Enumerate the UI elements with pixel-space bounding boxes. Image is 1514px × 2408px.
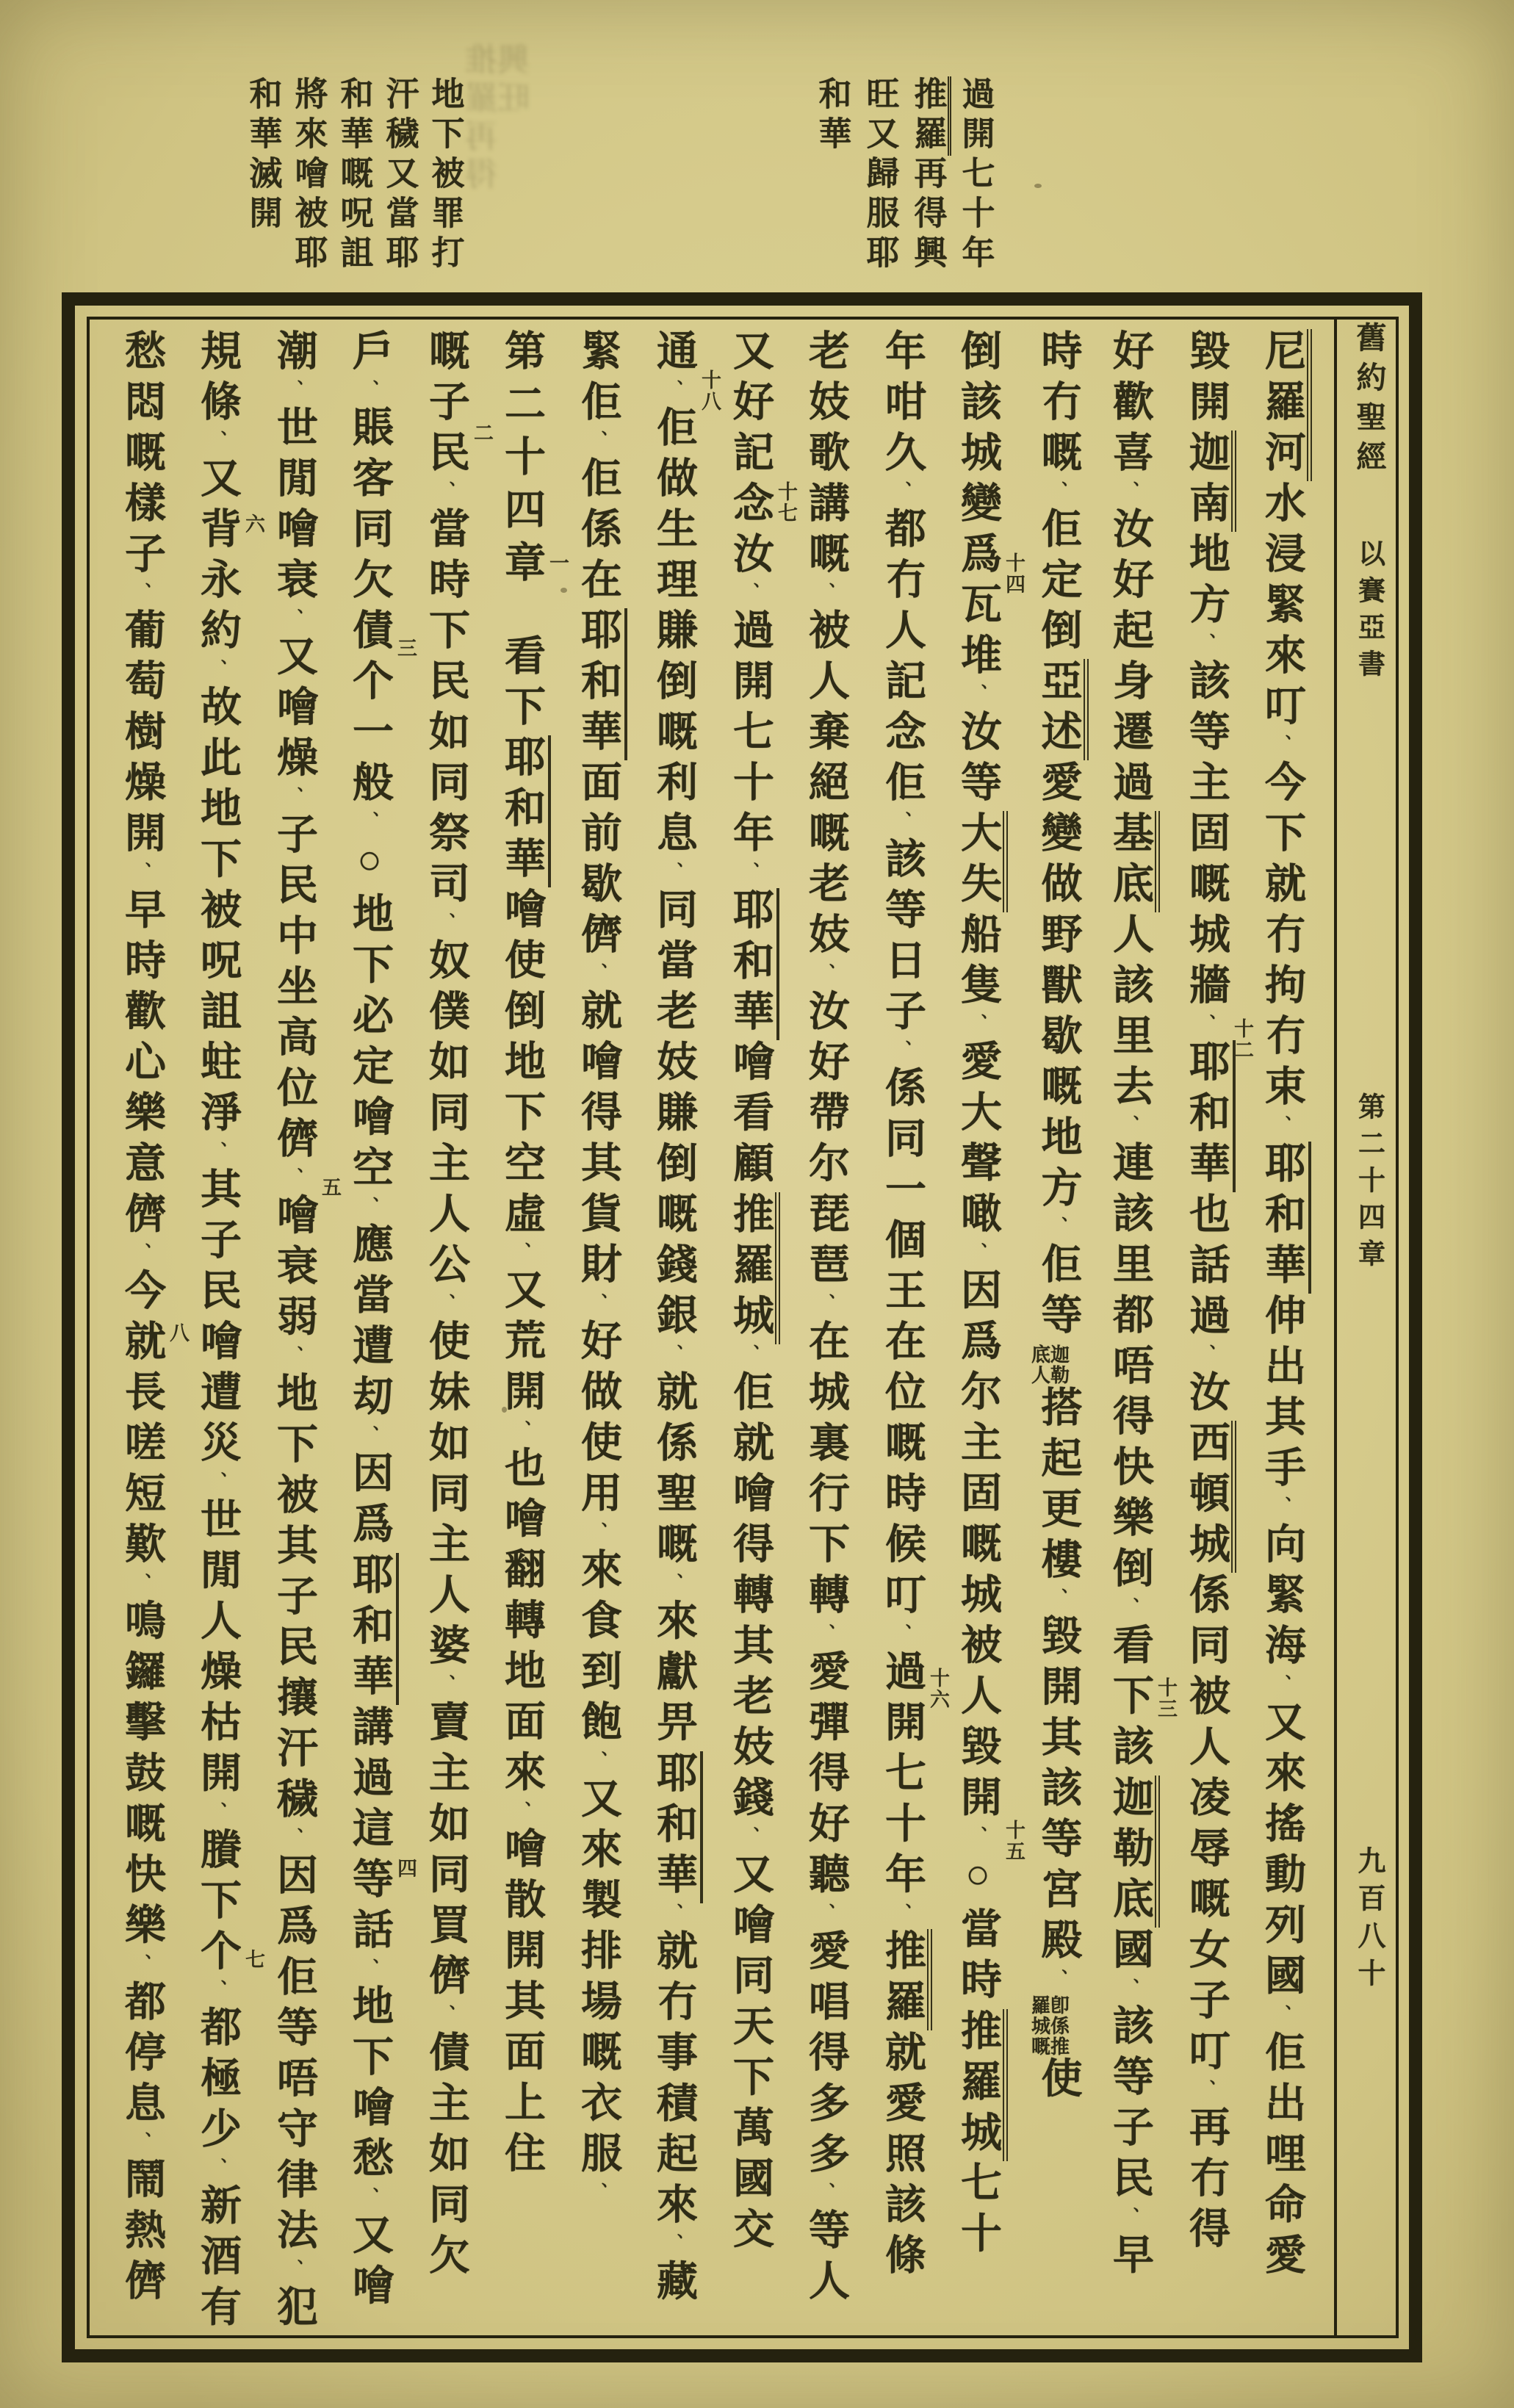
ideographic-comma: 、 (589, 1522, 608, 1549)
inline-gloss-annotation: 卽係推 羅城嘅 (1028, 1994, 1070, 2057)
body-column-1 (1248, 329, 1316, 2357)
ideographic-comma: 、 (817, 963, 835, 989)
ideographic-comma: 、 (361, 1958, 379, 1985)
ideographic-comma: 、 (665, 2233, 683, 2260)
scripture-text: 、就冇事積起來、藏 (651, 1903, 696, 2310)
ideographic-comma: 、 (285, 380, 303, 406)
scripture-text: 面前歇儕、就噲得其貨財、好做使用、來食到飽、又來製排場嘅衣服、 (575, 760, 621, 2209)
margin-note-column (286, 76, 329, 297)
body-column-16 (108, 329, 189, 2357)
scripture-text: 人該里去、連該里都唔得快樂倒、看下該 (1107, 912, 1153, 1776)
ideographic-comma: 、 (665, 1903, 683, 1930)
ideographic-comma: 、 (817, 583, 835, 609)
page-number (1338, 1846, 1399, 1996)
ideographic-comma: 、 (1273, 1674, 1291, 1701)
scripture-text: 潮、世閒噲衰、又噲燥、子民中坐高位儕、噲衰弱、地下被其子民攘汗穢、因爲佢等唔守律法、犯 (271, 329, 317, 2336)
body-column-7 (792, 329, 859, 2357)
page-number-text: 九百八十 (1353, 1846, 1384, 1996)
place-name: 推羅 (909, 76, 951, 156)
inline-gloss-annotation: 迦勒 底人 (1028, 1344, 1070, 1385)
body-column-10 (564, 329, 632, 2357)
ideographic-comma: 、 (893, 1623, 912, 1650)
scripture-text: 使 (1035, 2056, 1081, 2108)
person-name: 耶和華 (347, 1553, 399, 1705)
ideographic-comma: 、 (893, 481, 912, 508)
ideographic-comma: 、 (285, 2259, 303, 2285)
body-column-14 (260, 329, 341, 2357)
place-name: 大失 (955, 811, 1008, 912)
margin-note-column (953, 76, 997, 297)
scripture-text: 又好記念汝、過開七十年、 (727, 329, 773, 888)
scripture-text: 過開七十年 (956, 76, 994, 275)
ideographic-comma: 、 (589, 1293, 608, 1320)
margin-note-column (332, 76, 375, 297)
verse-number: 十八 (699, 370, 721, 413)
ideographic-comma: 、 (133, 1242, 151, 1269)
running-title-chapter-text: 第二十四章 (1353, 1092, 1384, 1276)
ideographic-comma: 、 (665, 862, 683, 888)
ideographic-comma: 、 (1197, 1344, 1216, 1371)
ideographic-comma: 、 (437, 1293, 455, 1320)
verse-number: 八 (167, 1322, 189, 1344)
scripture-text: 倒該城變爲瓦堆、汝等 (955, 329, 1001, 812)
place-name: 尼羅河 (1259, 329, 1312, 481)
ideographic-comma: 、 (969, 684, 987, 710)
body-column-2 (1172, 329, 1253, 2357)
ideographic-comma: 、 (1121, 2207, 1139, 2234)
ideographic-comma: 、 (893, 1039, 912, 1067)
margin-note-column (905, 76, 949, 297)
body-column-3 (1096, 329, 1177, 2357)
ideographic-comma: 、 (1273, 2004, 1291, 2031)
scripture-text: 伸出其手、向緊海、又來搖動列國、佢出哩命愛 (1259, 1293, 1305, 2285)
ideographic-comma: 、 (361, 811, 379, 837)
verse-number: 七 (242, 1949, 264, 1971)
place-name: 迦南 (1183, 430, 1236, 532)
ideographic-comma: 、 (285, 786, 303, 813)
margin-note-column (241, 76, 284, 297)
ideographic-comma: 、 (1121, 481, 1139, 508)
scripture-text: 愁悶嘅樣子、葡萄樹燥開、早時歡心樂意儕、今就長嗟短歎、鳴鑼擊鼓嘅快樂、都停息、鬧熱儕 (119, 329, 165, 2310)
ideographic-comma: 、 (665, 1573, 683, 1599)
scripture-text: 戶、賬客同欠債个一般、○地下必定噲空、應當遭刧、因爲 (347, 329, 392, 1553)
ideographic-comma: 、 (1121, 1597, 1139, 1624)
scripture-text: 和華 (813, 76, 851, 156)
ideographic-comma: 、 (1273, 1115, 1291, 1142)
ideographic-comma: 、 (741, 583, 760, 609)
ideographic-comma: 、 (513, 1800, 531, 1828)
ideographic-comma: 、 (133, 1953, 151, 1980)
scripture-text: 、佢就噲得轉其老妓錢、又噲同天下萬國交 (727, 1344, 773, 2258)
ideographic-comma: 、 (361, 1196, 379, 1223)
body-column-6 (868, 329, 949, 2357)
ideographic-comma: 、 (437, 1674, 455, 1701)
ideographic-comma: 、 (437, 481, 455, 508)
ink-speck (1034, 184, 1042, 188)
scripture-text: 噲使倒地下空虛、又荒開、也噲翻轉地面來、噲散開其面上住 (499, 887, 544, 2182)
verse-number: 五 (319, 1176, 341, 1198)
scripture-text: 旺又歸服耶 (861, 76, 898, 275)
ideographic-comma: 、 (1049, 481, 1068, 508)
verse-number: 二 (471, 422, 493, 444)
scripture-text: 船隻、愛大聲噉、因爲尔主固嘅城被人毀開、○當時 (955, 912, 1001, 2009)
scripture-text: 將來噲被耶 (289, 76, 327, 275)
ideographic-comma: 、 (437, 912, 455, 939)
scripture-text: 再得興 (909, 156, 946, 275)
running-title-section (1338, 539, 1399, 686)
verse-number: 十六 (927, 1667, 949, 1710)
body-column-4 (1020, 329, 1088, 2357)
scripture-text: 噲看顧 (727, 1039, 773, 1192)
ideographic-comma: 、 (1197, 2080, 1216, 2106)
ideographic-comma: 、 (133, 862, 151, 888)
ideographic-comma: 、 (817, 1293, 835, 1320)
verse-number: 一 (547, 552, 569, 574)
person-name: 耶和華 (651, 1751, 703, 1903)
scripture-text: 係同被人凌辱嘅女子叮、再冇得 (1183, 1573, 1229, 2258)
verse-number: 十三 (1155, 1677, 1177, 1720)
ideographic-comma: 、 (665, 1344, 683, 1371)
ideographic-comma: 、 (893, 811, 912, 837)
running-title-chapter (1338, 1092, 1399, 1276)
verse-number: 三 (394, 637, 417, 659)
person-name: 耶和華 (575, 608, 627, 760)
running-title-book (1338, 322, 1399, 480)
ideographic-comma: 、 (1121, 1978, 1139, 2005)
margin-note-column (857, 76, 901, 297)
scripture-text: 好歡喜、汝好起身遷過 (1107, 329, 1153, 812)
person-name: 耶和華 (1183, 1040, 1236, 1192)
heading-gap (521, 594, 522, 634)
ideographic-comma: 、 (1197, 633, 1216, 660)
scripture-text: 老妓歌講嘅、被人棄絕嘅老妓、汝好帶尔琵琶、在城裏行下轉、愛彈得好聽、愛唱得多多、等人 (803, 329, 848, 2310)
ideographic-comma: 、 (285, 1167, 303, 1194)
ideographic-comma: 、 (133, 583, 151, 609)
ideographic-comma: 、 (589, 430, 608, 457)
ideographic-comma: 、 (817, 2182, 835, 2209)
person-name: 耶和華 (499, 735, 551, 887)
verse-number: 十五 (1003, 1819, 1025, 1862)
ideographic-comma: 、 (361, 2187, 379, 2213)
place-name: 推羅城 (727, 1192, 780, 1344)
ideographic-comma: 、 (209, 1980, 227, 2006)
running-title-book-text: 舊約聖經 (1352, 322, 1386, 480)
ideographic-comma: 、 (209, 1801, 227, 1828)
scripture-text: 看下 (499, 634, 544, 735)
place-name: 亞述 (1036, 659, 1089, 760)
ink-bleed-ghost: 推羅再得興旺 (466, 43, 535, 195)
person-name: 耶和華 (727, 888, 779, 1040)
verse-number: 十二 (1231, 1018, 1253, 1061)
ideographic-comma: 、 (133, 1573, 151, 1599)
scripture-text: 地方、該等主固嘅城牆、 (1183, 532, 1229, 1040)
ideographic-comma: 、 (361, 380, 379, 406)
title-column-separator (1334, 320, 1337, 2338)
body-column-12 (412, 329, 493, 2357)
ideographic-comma: 、 (209, 659, 227, 685)
person-name: 耶和華 (1259, 1142, 1311, 1294)
scripture-text: 講過這等話、地下噲愁、又噲 (347, 1704, 392, 2315)
body-column-15 (184, 329, 264, 2357)
ideographic-comma: 、 (817, 1903, 835, 1930)
ideographic-comma: 、 (893, 1903, 912, 1930)
body-column-13 (336, 329, 417, 2357)
scripture-text: 地下被罪打 (426, 76, 464, 275)
body-column-5 (944, 329, 1025, 2357)
ideographic-comma: 、 (1049, 1969, 1068, 1995)
place-name: 基底 (1107, 811, 1160, 912)
scripture-text: 就愛照該條 (879, 2030, 925, 2285)
scripture-text: 規條、又背永約、故此地下被呪詛蛀淨、其子民噲遭災、世閒人燥枯開、賸下个、都極少、新酒有 (195, 329, 240, 2336)
ideographic-comma: 、 (969, 1826, 987, 1853)
ideographic-comma: 、 (209, 1141, 227, 1168)
ideographic-comma: 、 (513, 1242, 531, 1269)
ideographic-comma: 、 (741, 862, 760, 888)
scripture-text: 國、該等子民、早 (1107, 1928, 1153, 2285)
scripture-text: 通、佢做生理賺倒嘅利息、同當老妓賺倒嘅錢銀、就係聖嘅、來獻畀 (651, 329, 696, 1751)
place-name: 迦勒底 (1107, 1776, 1160, 1928)
ideographic-comma: 、 (589, 1751, 608, 1778)
body-column-9 (640, 329, 721, 2357)
body-column-8 (716, 329, 797, 2357)
ideographic-comma: 、 (665, 380, 683, 406)
ideographic-comma: 、 (1049, 1587, 1068, 1615)
scripture-text: 時冇嘅、佢定倒 (1035, 329, 1081, 660)
scripture-text: 七十 (955, 2160, 1001, 2263)
ideographic-comma: 、 (209, 430, 227, 457)
ideographic-comma: 、 (741, 1344, 760, 1371)
place-name: 推羅 (879, 1929, 932, 2030)
ideographic-comma: 、 (1049, 1216, 1068, 1243)
ideographic-comma: 、 (209, 2158, 227, 2184)
ideographic-comma: 、 (437, 2004, 455, 2031)
scripture-text: 汗穢又當耶 (381, 76, 418, 275)
ideographic-comma: 、 (133, 2132, 151, 2158)
scripture-text: 搭起更樓、毀開其該等宮殿、 (1035, 1385, 1081, 1995)
margin-note-column (810, 76, 854, 297)
verse-number: 六 (242, 513, 264, 536)
ideographic-comma: 、 (513, 1420, 531, 1446)
margin-note-column (423, 76, 466, 297)
chapter-heading: 第二十四章 (499, 329, 544, 594)
scripture-text: 毀開 (1183, 329, 1229, 430)
scripture-text: 和華嘅呪詛 (335, 76, 372, 275)
ideographic-comma: 、 (969, 1014, 987, 1040)
scripture-text: 和華滅開 (244, 76, 281, 235)
ideographic-comma: 、 (285, 608, 303, 635)
scripture-text: 也話過、汝 (1183, 1192, 1229, 1421)
ideographic-comma: 、 (1121, 1115, 1139, 1142)
place-name: 推羅城 (955, 2009, 1008, 2161)
scripture-text: 嘅子民、當時下民如同祭司、奴僕如同主人公、使妹如同主人婆、賣主如同買儕、債主如同欠 (423, 329, 469, 2285)
verse-number: 十四 (1003, 552, 1025, 595)
ideographic-comma: 、 (1273, 735, 1291, 761)
verse-number: 四 (394, 1858, 417, 1880)
ideographic-comma: 、 (741, 1826, 760, 1853)
ideographic-comma: 、 (589, 963, 608, 989)
scripture-text: 愛變做野獸歇嘅地方、佢等 (1035, 760, 1081, 1344)
margin-note-column (378, 76, 420, 297)
ideographic-comma: 、 (589, 2182, 608, 2209)
ideographic-comma: 、 (209, 1471, 227, 1498)
scripture-text: 年咁久、都冇人記念佢、該等日子、係同一個王在位嘅時候叮、過開七十年、 (879, 329, 925, 1930)
ideographic-comma: 、 (817, 1623, 835, 1650)
body-column-11 (488, 329, 569, 2357)
verse-number: 十七 (775, 481, 797, 524)
ideographic-comma: 、 (969, 1242, 987, 1269)
running-title-section-text: 以賽亞書 (1353, 539, 1384, 686)
scripture-text: 緊佢、佢係在 (575, 329, 621, 609)
ideographic-comma: 、 (1197, 1014, 1216, 1040)
scripture-text: 水浸緊來叮、今下就冇拘冇束、 (1259, 481, 1305, 1142)
ideographic-comma: 、 (285, 1345, 303, 1372)
ideographic-comma: 、 (361, 1425, 379, 1452)
ideographic-comma: 、 (1273, 1496, 1291, 1523)
place-name: 西頓城 (1183, 1421, 1236, 1573)
ideographic-comma: 、 (285, 1828, 303, 1854)
